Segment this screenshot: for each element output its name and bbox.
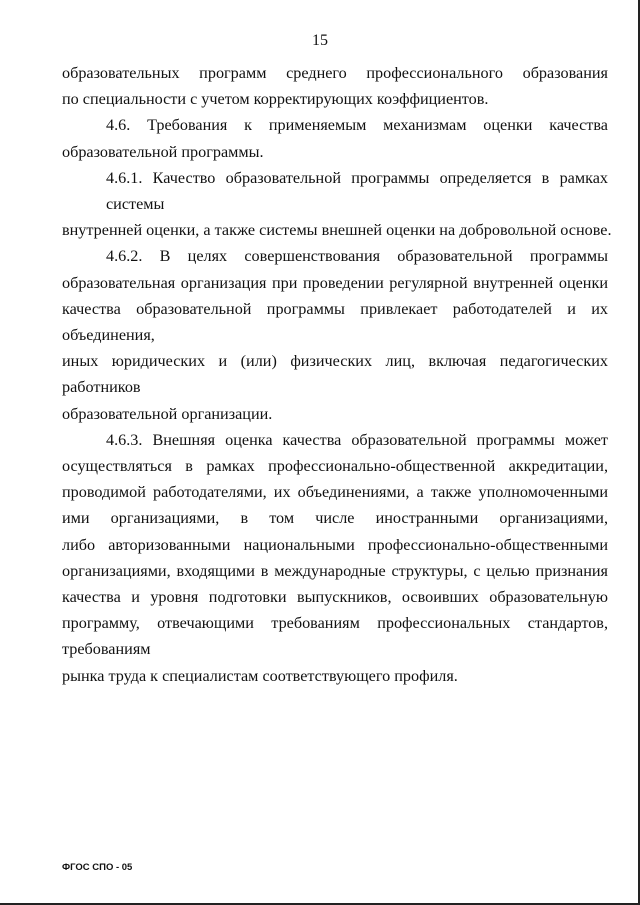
text-line: образовательной программы. [62, 142, 264, 161]
text-line: осуществляться в рамках профессионально-общественной аккредитации, [62, 457, 608, 476]
text-line: качества и уровня подготовки выпускников, освоивших образовательную [62, 588, 608, 607]
text-line: внутренней оценки, а также системы внешней оценки на добровольной основе. [62, 221, 612, 240]
clause-4-6-3: 4.6.3. Внешняя оценка качества образовательной программы может [106, 430, 608, 449]
document-body [62, 60, 612, 689]
text-line: образовательной организации. [62, 404, 273, 423]
text-line: по специальности с учетом корректирующих коэффициентов. [62, 90, 489, 109]
text-line: проводимой работодателями, их объединениями, а также уполномоченными [62, 483, 608, 502]
page-number: 15 [312, 32, 328, 49]
clause-4-6-1: 4.6.1. Качество образовательной программы определяется в рамках системы [106, 168, 608, 214]
text-line: либо авторизованными национальными профессионально-общественными [62, 535, 608, 554]
section-heading-4-6: 4.6. Требования к применяемым механизмам оценки качества [106, 116, 608, 135]
text-line: иных юридических и (или) физических лиц, включая педагогических работников [62, 352, 608, 397]
text-line: образовательная организация при проведении регулярной внутренней оценки [62, 273, 608, 292]
text-line: организациями, входящими в международные структуры, с целью признания [62, 561, 608, 580]
text-line: образовательных программ среднего профессионального образования [62, 64, 608, 82]
text-line: качества образовательной программы привлекает работодателей и их объединения, [62, 299, 608, 345]
text-line: ими организациями, в том числе иностранными организациями, [62, 509, 608, 528]
text-line: программу, отвечающими требованиям профессиональных стандартов, требованиям [62, 614, 608, 659]
text-line: рынка труда к специалистам соответствующего профиля. [62, 666, 458, 685]
clause-4-6-2: 4.6.2. В целях совершенствования образовательной программы [106, 247, 608, 266]
document-code-footer: ФГОС СПО - 05 [62, 862, 133, 873]
